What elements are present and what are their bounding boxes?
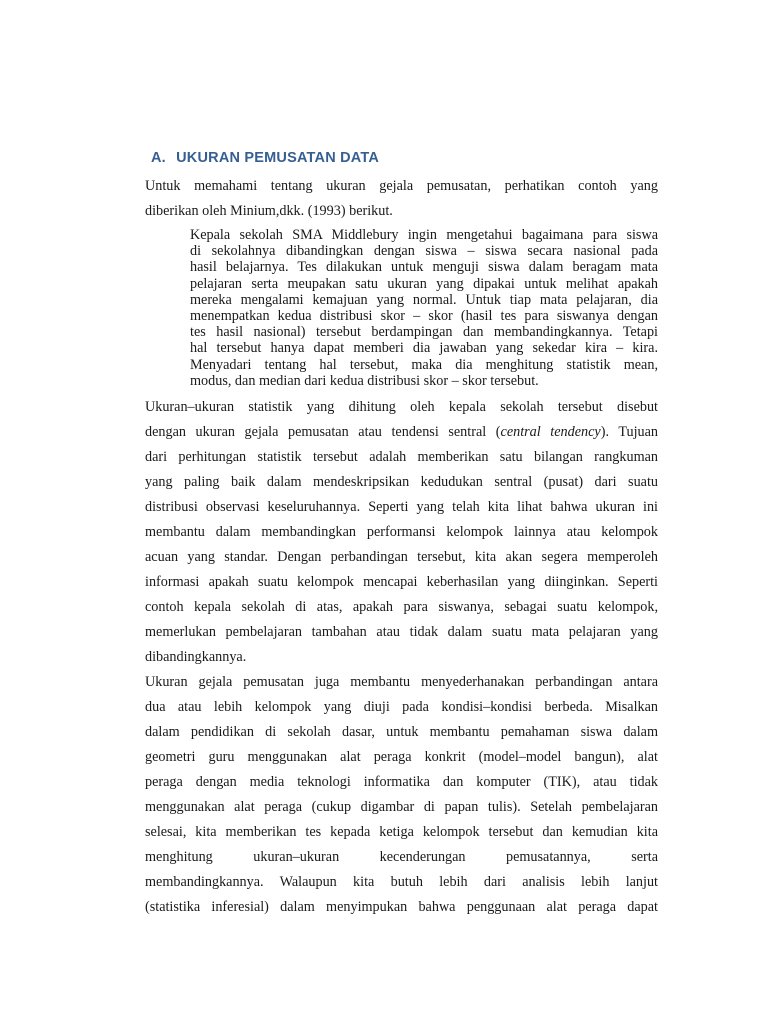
quote-line: menempatkan kedua distribusi skor – skor (hasil tes para siswanya dengan <box>190 307 658 324</box>
text-line: peraga dengan media teknologi informatika dan komputer (TIK), atau tidak <box>145 774 658 790</box>
text-line: membantu dalam membandingkan performansi kelompok lainnya atau kelompok <box>145 524 658 540</box>
text-line: menghitung ukuran–ukuran kecenderungan pemusatannya, serta <box>145 849 658 865</box>
text-line: informasi apakah suatu kelompok mencapai keberhasilan yang diinginkan. Seperti <box>145 574 658 590</box>
italic-term: central tendency <box>500 424 601 440</box>
text-line: membandingkannya. Walaupun kita butuh lebih dari analisis lebih lanjut <box>145 874 658 890</box>
text-line <box>145 420 658 445</box>
block-quote <box>190 227 658 389</box>
quote-line: Kepala sekolah SMA Middlebury ingin mengetahui bagaimana para siswa <box>190 227 658 243</box>
quote-line: di sekolahnya dibandingkan dengan siswa – siswa secara nasional pada <box>190 243 658 260</box>
quote-line: pelajaran serta meupakan satu ukuran yang dipakai untuk melihat apakah <box>190 275 658 292</box>
text-line: selesai, kita memberikan tes kepada ketiga kelompok tersebut dan kemudian kita <box>145 824 658 840</box>
text-line: yang paling baik dalam mendeskripsikan kedudukan sentral (pusat) dari suatu <box>145 474 658 490</box>
text-segment: dengan ukuran gejala pemusatan atau tendensi sentral ( <box>145 424 501 440</box>
text-line: menggunakan alat peraga (cukup digambar di papan tulis). Setelah pembelajaran <box>145 799 658 815</box>
text-line: dua atau lebih kelompok yang diuji pada kondisi–kondisi berbeda. Misalkan <box>145 699 658 715</box>
section-heading <box>151 150 379 166</box>
quote-line: hal tersebut hanya dapat memberi dia jawaban yang sekedar kira – kira. <box>190 340 658 357</box>
text-line: contoh kepala sekolah di atas, apakah para siswanya, sebagai suatu kelompok, <box>145 599 658 615</box>
text-line: geometri guru menggunakan alat peraga konkrit (model–model bangun), alat <box>145 749 658 765</box>
quote-line: Menyadari tentang hal tersebut, maka dia menghitung statistik mean, <box>190 356 658 373</box>
text-line: Untuk memahami tentang ukuran gejala pemusatan, perhatikan contoh yang <box>145 178 658 194</box>
quote-line: hasil belajarnya. Tes dilakukan untuk menguji siswa dalam beragam mata <box>190 259 658 276</box>
quote-line: tes hasil nasional) tersebut berdampingan dan membandingkannya. Tetapi <box>190 324 658 341</box>
quote-line: mereka mengalami kemajuan yang normal. Untuk tiap mata pelajaran, dia <box>190 291 658 308</box>
quote-line: modus, dan median dari kedua distribusi skor – skor tersebut. <box>190 372 539 389</box>
text-line: dari perhitungan statistik tersebut adalah memberikan satu bilangan rangkuman <box>145 449 658 465</box>
text-line: (statistika inferesial) dalam menyimpukan bahwa penggunaan alat peraga dapat <box>145 899 658 915</box>
text-line: Ukuran gejala pemusatan juga membantu menyederhanakan perbandingan antara <box>145 674 658 690</box>
intro-paragraph <box>145 174 658 224</box>
text-line: memerlukan pembelajaran tambahan atau tidak dalam suatu mata pelajaran yang <box>145 624 658 640</box>
section-title: UKURAN PEMUSATAN DATA <box>176 150 380 166</box>
text-line: acuan yang standar. Dengan perbandingan tersebut, kita akan segera memperoleh <box>145 549 658 565</box>
body-paragraph-2 <box>145 670 658 920</box>
text-line: distribusi observasi keseluruhannya. Seperti yang telah kita lihat bahwa ukuran ini <box>145 499 658 515</box>
text-segment: ). Tujuan <box>600 424 659 440</box>
text-line: Ukuran–ukuran statistik yang dihitung oleh kepala sekolah tersebut disebut <box>145 399 658 415</box>
body-paragraph-1 <box>145 395 658 670</box>
text-line: dibandingkannya. <box>145 649 247 665</box>
text-line: diberikan oleh Minium,dkk. (1993) berikut. <box>145 203 393 219</box>
section-number: A. <box>151 150 166 166</box>
text-line: dalam pendidikan di sekolah dasar, untuk membantu pemahaman siswa dalam <box>145 724 658 740</box>
